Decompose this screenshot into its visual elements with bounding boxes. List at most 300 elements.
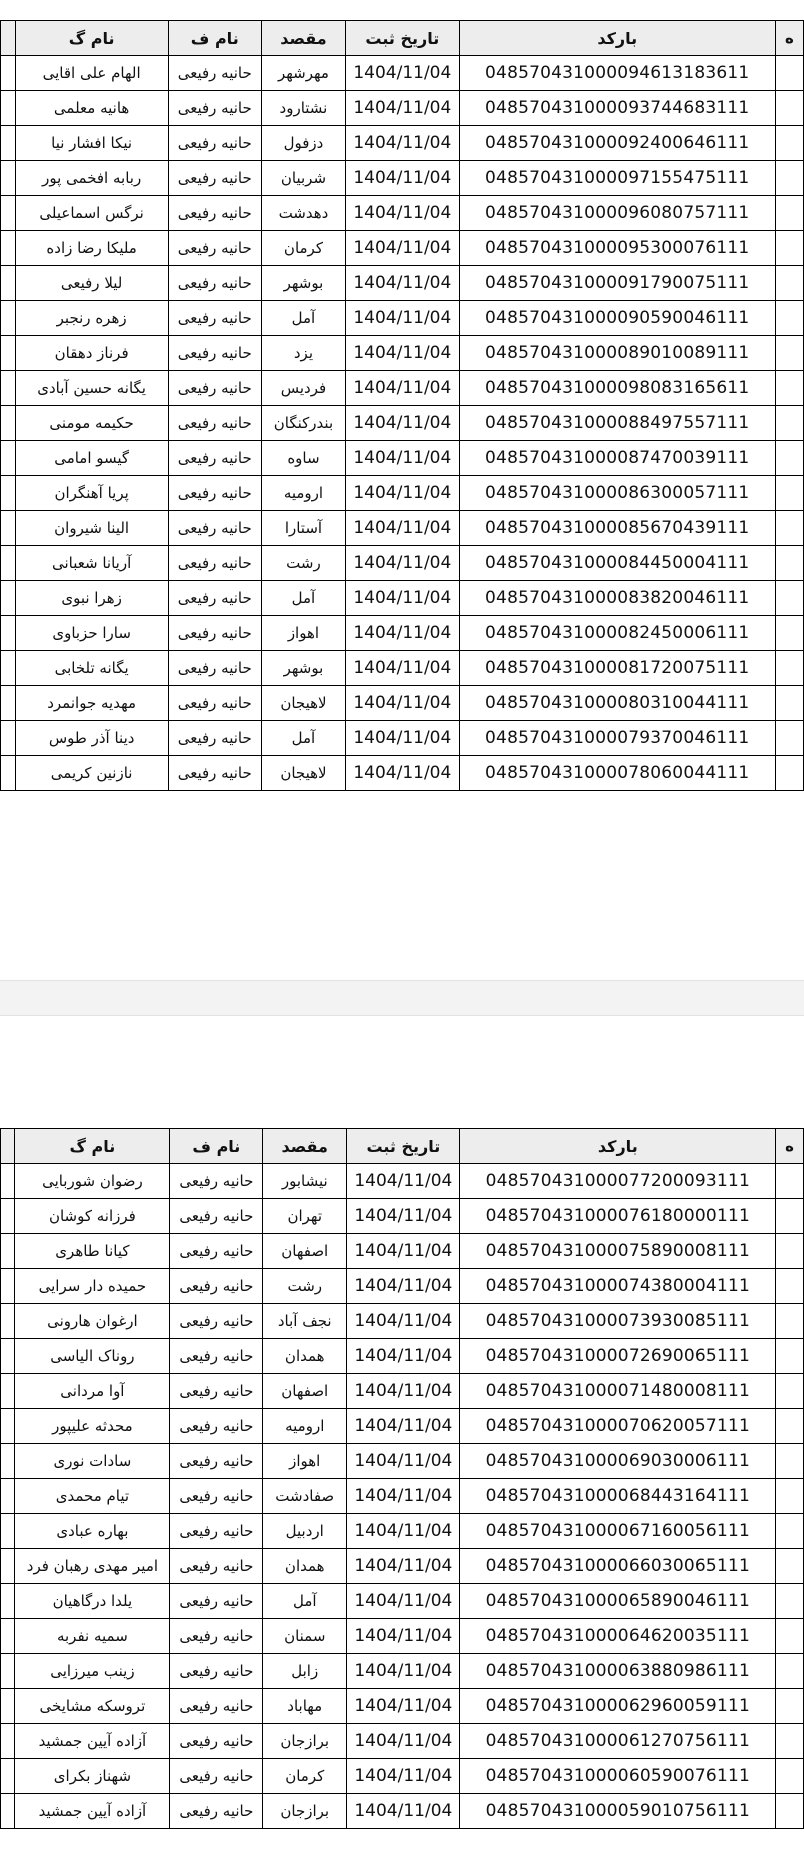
cell-destination: کرمان (261, 231, 345, 266)
cell-barcode: 048570431000096080757111 (459, 196, 775, 231)
cell-first-name: حانیه رفیعی (168, 476, 261, 511)
cell-barcode: 048570431000073930085111 (460, 1304, 776, 1339)
cell-last-name: تروسکه مشایخی (15, 1689, 170, 1724)
cell-barcode: 048570431000090590046111 (459, 301, 775, 336)
table-row (1, 1234, 804, 1269)
table-row (1, 161, 804, 196)
cell-destination: نیشابور (263, 1164, 347, 1199)
cell-edge-left (1, 1689, 15, 1724)
cell-destination: اهواز (263, 1444, 347, 1479)
cell-last-name: فرناز دهقان (15, 336, 168, 371)
cell-registration-date: 1404/11/04 (346, 546, 459, 581)
cell-edge-left (1, 266, 16, 301)
cell-first-name: حانیه رفیعی (168, 686, 261, 721)
cell-first-name: حانیه رفیعی (168, 546, 261, 581)
cell-edge-right (775, 721, 803, 756)
cell-registration-date: 1404/11/04 (346, 651, 459, 686)
cell-last-name: فرزانه کوشان (15, 1199, 170, 1234)
cell-destination: لاهیجان (261, 686, 345, 721)
cell-registration-date: 1404/11/04 (347, 1444, 460, 1479)
cell-edge-left (1, 406, 16, 441)
cell-destination: صفادشت (263, 1479, 347, 1514)
cell-registration-date: 1404/11/04 (346, 616, 459, 651)
table-row (1, 1549, 804, 1584)
cell-destination: رشت (263, 1269, 347, 1304)
cell-barcode: 048570431000078060044111 (459, 756, 775, 791)
cell-registration-date: 1404/11/04 (347, 1269, 460, 1304)
cell-barcode: 048570431000068443164111 (460, 1479, 776, 1514)
cell-last-name: زهرا نبوی (15, 581, 168, 616)
cell-destination: کرمان (263, 1759, 347, 1794)
table-row (1, 441, 804, 476)
cell-edge-left (1, 371, 16, 406)
table-row (1, 616, 804, 651)
cell-barcode: 048570431000089010089111 (459, 336, 775, 371)
header-barcode: بارکد (459, 21, 775, 56)
cell-barcode: 048570431000091790075111 (459, 266, 775, 301)
cell-first-name: حانیه رفیعی (170, 1444, 263, 1479)
cell-last-name: ربابه افخمی پور (15, 161, 168, 196)
cell-edge-right (775, 126, 803, 161)
table-header-row (1, 1129, 804, 1164)
cell-barcode: 048570431000071480008111 (460, 1374, 776, 1409)
cell-barcode: 048570431000065890046111 (460, 1584, 776, 1619)
cell-edge-left (1, 196, 16, 231)
cell-edge-right (775, 161, 803, 196)
cell-edge-left (1, 1444, 15, 1479)
cell-edge-right (776, 1479, 804, 1514)
print-page-2 (0, 1128, 804, 1829)
table-row (1, 1374, 804, 1409)
cell-registration-date: 1404/11/04 (346, 126, 459, 161)
cell-last-name: ارغوان هارونی (15, 1304, 170, 1339)
cell-registration-date: 1404/11/04 (346, 231, 459, 266)
table-row (1, 581, 804, 616)
cell-destination: یزد (261, 336, 345, 371)
cell-edge-left (1, 1724, 15, 1759)
cell-first-name: حانیه رفیعی (170, 1164, 263, 1199)
table-row (1, 1514, 804, 1549)
cell-edge-right (775, 196, 803, 231)
cell-edge-right (776, 1689, 804, 1724)
table-row (1, 651, 804, 686)
cell-destination: آمل (263, 1584, 347, 1619)
cell-first-name: حانیه رفیعی (170, 1759, 263, 1794)
cell-last-name: الهام علی اقایی (15, 56, 168, 91)
cell-last-name: مهدیه جوانمرد (15, 686, 168, 721)
cell-edge-right (775, 406, 803, 441)
header-edge-right: ه (775, 21, 803, 56)
cell-last-name: گیسو امامی (15, 441, 168, 476)
cell-last-name: امیر مهدی رهبان فرد (15, 1549, 170, 1584)
cell-destination: لاهیجان (261, 756, 345, 791)
table-row (1, 1584, 804, 1619)
cell-edge-left (1, 511, 16, 546)
table-header-row (1, 21, 804, 56)
cell-barcode: 048570431000072690065111 (460, 1339, 776, 1374)
cell-edge-left (1, 1654, 15, 1689)
cell-last-name: آوا مردانی (15, 1374, 170, 1409)
cell-barcode: 048570431000081720075111 (459, 651, 775, 686)
cell-destination: ارومیه (263, 1409, 347, 1444)
cell-edge-left (1, 1584, 15, 1619)
cell-registration-date: 1404/11/04 (346, 441, 459, 476)
cell-registration-date: 1404/11/04 (346, 406, 459, 441)
cell-registration-date: 1404/11/04 (347, 1374, 460, 1409)
cell-destination: ساوه (261, 441, 345, 476)
header-edge-right: ه (776, 1129, 804, 1164)
cell-registration-date: 1404/11/04 (347, 1339, 460, 1374)
cell-registration-date: 1404/11/04 (347, 1759, 460, 1794)
table-row (1, 91, 804, 126)
cell-edge-right (775, 266, 803, 301)
cell-first-name: حانیه رفیعی (168, 406, 261, 441)
header-edge-left (1, 1129, 15, 1164)
cell-barcode: 048570431000086300057111 (459, 476, 775, 511)
cell-barcode: 048570431000093744683111 (459, 91, 775, 126)
cell-first-name: حانیه رفیعی (168, 231, 261, 266)
cell-edge-right (776, 1794, 804, 1829)
cell-destination: شربیان (261, 161, 345, 196)
cell-edge-left (1, 1374, 15, 1409)
cell-first-name: حانیه رفیعی (168, 371, 261, 406)
table-row (1, 1794, 804, 1829)
cell-barcode: 048570431000080310044111 (459, 686, 775, 721)
cell-registration-date: 1404/11/04 (346, 161, 459, 196)
cell-barcode: 048570431000074380004111 (460, 1269, 776, 1304)
cell-destination: دهدشت (261, 196, 345, 231)
cell-last-name: رضوان شوربایی (15, 1164, 170, 1199)
cell-destination: آستارا (261, 511, 345, 546)
cell-barcode: 048570431000076180000111 (460, 1199, 776, 1234)
cell-destination: زابل (263, 1654, 347, 1689)
cell-first-name: حانیه رفیعی (170, 1339, 263, 1374)
cell-edge-left (1, 56, 16, 91)
cell-destination: همدان (263, 1549, 347, 1584)
cell-last-name: الینا شیروان (15, 511, 168, 546)
table-row (1, 721, 804, 756)
cell-edge-left (1, 1339, 15, 1374)
cell-barcode: 048570431000063880986111 (460, 1654, 776, 1689)
cell-registration-date: 1404/11/04 (346, 196, 459, 231)
cell-destination: بوشهر (261, 266, 345, 301)
cell-registration-date: 1404/11/04 (346, 336, 459, 371)
cell-edge-right (775, 56, 803, 91)
header-first-name: نام ف (170, 1129, 263, 1164)
cell-edge-right (775, 651, 803, 686)
cell-edge-right (776, 1199, 804, 1234)
cell-first-name: حانیه رفیعی (168, 161, 261, 196)
table-row (1, 1479, 804, 1514)
cell-destination: مهرشهر (261, 56, 345, 91)
table-row (1, 1689, 804, 1724)
table-row (1, 1654, 804, 1689)
cell-edge-right (776, 1339, 804, 1374)
cell-edge-right (776, 1164, 804, 1199)
table-row (1, 476, 804, 511)
cell-last-name: یلدا درگاهیان (15, 1584, 170, 1619)
cell-edge-left (1, 336, 16, 371)
table-row (1, 266, 804, 301)
cell-first-name: حانیه رفیعی (170, 1584, 263, 1619)
cell-barcode: 048570431000087470039111 (459, 441, 775, 476)
cell-last-name: نازنین کریمی (15, 756, 168, 791)
cell-last-name: دینا آذر طوس (15, 721, 168, 756)
cell-registration-date: 1404/11/04 (346, 371, 459, 406)
cell-first-name: حانیه رفیعی (170, 1689, 263, 1724)
cell-last-name: هانیه معلمی (15, 91, 168, 126)
cell-last-name: آریانا شعبانی (15, 546, 168, 581)
cell-edge-right (775, 511, 803, 546)
cell-registration-date: 1404/11/04 (346, 91, 459, 126)
cell-barcode: 048570431000082450006111 (459, 616, 775, 651)
cell-registration-date: 1404/11/04 (346, 756, 459, 791)
cell-edge-right (775, 476, 803, 511)
cell-destination: بوشهر (261, 651, 345, 686)
cell-destination: تهران (263, 1199, 347, 1234)
cell-edge-left (1, 581, 16, 616)
cell-edge-right (776, 1584, 804, 1619)
cell-edge-right (776, 1304, 804, 1339)
cell-edge-left (1, 651, 16, 686)
cell-first-name: حانیه رفیعی (168, 721, 261, 756)
cell-edge-right (776, 1444, 804, 1479)
cell-first-name: حانیه رفیعی (168, 616, 261, 651)
cell-last-name: پریا آهنگران (15, 476, 168, 511)
cell-last-name: حکیمه مومنی (15, 406, 168, 441)
cell-edge-right (775, 616, 803, 651)
cell-barcode: 048570431000083820046111 (459, 581, 775, 616)
header-edge-left (1, 21, 16, 56)
header-destination: مقصد (261, 21, 345, 56)
cell-last-name: زینب میرزایی (15, 1654, 170, 1689)
cell-destination: برازجان (263, 1724, 347, 1759)
cell-barcode: 048570431000069030006111 (460, 1444, 776, 1479)
cell-edge-right (776, 1654, 804, 1689)
cell-registration-date: 1404/11/04 (346, 266, 459, 301)
cell-edge-left (1, 1619, 15, 1654)
cell-first-name: حانیه رفیعی (168, 56, 261, 91)
cell-first-name: حانیه رفیعی (168, 301, 261, 336)
header-registration-date: تاریخ ثبت (346, 21, 459, 56)
cell-last-name: شهناز بکرای (15, 1759, 170, 1794)
cell-barcode: 048570431000067160056111 (460, 1514, 776, 1549)
cell-destination: اردبیل (263, 1514, 347, 1549)
table-row (1, 1759, 804, 1794)
cell-first-name: حانیه رفیعی (168, 441, 261, 476)
cell-edge-left (1, 1304, 15, 1339)
table-row (1, 1304, 804, 1339)
cell-edge-right (776, 1759, 804, 1794)
cell-first-name: حانیه رفیعی (170, 1269, 263, 1304)
cell-edge-right (775, 301, 803, 336)
header-last-name: نام گ (15, 1129, 170, 1164)
cell-edge-right (776, 1374, 804, 1409)
cell-edge-right (775, 756, 803, 791)
cell-destination: آمل (261, 301, 345, 336)
cell-registration-date: 1404/11/04 (347, 1304, 460, 1339)
table-row (1, 371, 804, 406)
cell-last-name: لیلا رفیعی (15, 266, 168, 301)
cell-edge-right (775, 686, 803, 721)
cell-barcode: 048570431000095300076111 (459, 231, 775, 266)
cell-edge-right (776, 1514, 804, 1549)
cell-edge-left (1, 1549, 15, 1584)
table-row (1, 686, 804, 721)
cell-registration-date: 1404/11/04 (347, 1619, 460, 1654)
cell-destination: فردیس (261, 371, 345, 406)
cell-registration-date: 1404/11/04 (347, 1549, 460, 1584)
cell-barcode: 048570431000062960059111 (460, 1689, 776, 1724)
table-row (1, 546, 804, 581)
cell-edge-left (1, 91, 16, 126)
table-row (1, 56, 804, 91)
cell-registration-date: 1404/11/04 (347, 1584, 460, 1619)
cell-registration-date: 1404/11/04 (347, 1199, 460, 1234)
table-row (1, 1339, 804, 1374)
cell-first-name: حانیه رفیعی (170, 1374, 263, 1409)
cell-edge-left (1, 616, 16, 651)
cell-destination: مهاباد (263, 1689, 347, 1724)
table-row (1, 756, 804, 791)
cell-first-name: حانیه رفیعی (168, 581, 261, 616)
table-row (1, 336, 804, 371)
cell-destination: نجف آباد (263, 1304, 347, 1339)
shipment-table-1 (0, 20, 804, 791)
cell-last-name: یگانه حسین آبادی (15, 371, 168, 406)
cell-edge-left (1, 1269, 15, 1304)
cell-edge-left (1, 721, 16, 756)
cell-first-name: حانیه رفیعی (170, 1234, 263, 1269)
cell-barcode: 048570431000061270756111 (460, 1724, 776, 1759)
cell-edge-left (1, 441, 16, 476)
cell-destination: آمل (261, 721, 345, 756)
cell-barcode: 048570431000097155475111 (459, 161, 775, 196)
cell-last-name: کیانا طاهری (15, 1234, 170, 1269)
cell-destination: نشتارود (261, 91, 345, 126)
cell-edge-right (776, 1269, 804, 1304)
cell-barcode: 048570431000077200093111 (460, 1164, 776, 1199)
cell-destination: همدان (263, 1339, 347, 1374)
header-first-name: نام ف (168, 21, 261, 56)
cell-barcode: 048570431000060590076111 (460, 1759, 776, 1794)
table-row (1, 406, 804, 441)
cell-edge-left (1, 756, 16, 791)
cell-last-name: زهره رنجبر (15, 301, 168, 336)
cell-edge-right (775, 441, 803, 476)
table-row (1, 1409, 804, 1444)
cell-first-name: حانیه رفیعی (170, 1724, 263, 1759)
cell-destination: اهواز (261, 616, 345, 651)
cell-destination: سمنان (263, 1619, 347, 1654)
header-destination: مقصد (263, 1129, 347, 1164)
cell-edge-left (1, 686, 16, 721)
cell-edge-left (1, 476, 16, 511)
table-row (1, 1199, 804, 1234)
cell-edge-left (1, 161, 16, 196)
cell-edge-left (1, 1794, 15, 1829)
cell-last-name: تیام محمدی (15, 1479, 170, 1514)
cell-first-name: حانیه رفیعی (170, 1409, 263, 1444)
cell-first-name: حانیه رفیعی (170, 1479, 263, 1514)
cell-registration-date: 1404/11/04 (347, 1409, 460, 1444)
table-row (1, 126, 804, 161)
cell-edge-left (1, 126, 16, 161)
cell-first-name: حانیه رفیعی (170, 1199, 263, 1234)
cell-destination: رشت (261, 546, 345, 581)
cell-registration-date: 1404/11/04 (347, 1164, 460, 1199)
cell-first-name: حانیه رفیعی (168, 756, 261, 791)
cell-edge-right (775, 546, 803, 581)
cell-last-name: سمیه نفربه (15, 1619, 170, 1654)
cell-barcode: 048570431000094613183611 (459, 56, 775, 91)
cell-last-name: نیکا افشار نیا (15, 126, 168, 161)
cell-first-name: حانیه رفیعی (168, 511, 261, 546)
table-row (1, 196, 804, 231)
cell-last-name: روناک الیاسی (15, 1339, 170, 1374)
table-row (1, 1724, 804, 1759)
cell-last-name: محدثه علیپور (15, 1409, 170, 1444)
cell-barcode: 048570431000085670439111 (459, 511, 775, 546)
cell-registration-date: 1404/11/04 (346, 476, 459, 511)
table-row (1, 1444, 804, 1479)
cell-registration-date: 1404/11/04 (346, 581, 459, 616)
cell-edge-right (776, 1234, 804, 1269)
cell-barcode: 048570431000092400646111 (459, 126, 775, 161)
cell-barcode: 048570431000070620057111 (460, 1409, 776, 1444)
table-row (1, 1164, 804, 1199)
cell-barcode: 048570431000059010756111 (460, 1794, 776, 1829)
table-row (1, 511, 804, 546)
cell-last-name: یگانه تلخابی (15, 651, 168, 686)
table-row (1, 1619, 804, 1654)
cell-last-name: نرگس اسماعیلی (15, 196, 168, 231)
cell-edge-left (1, 301, 16, 336)
cell-last-name: حمیده دار سرایی (15, 1269, 170, 1304)
print-page-1 (0, 20, 804, 791)
cell-edge-right (776, 1549, 804, 1584)
cell-last-name: ملیکا رضا زاده (15, 231, 168, 266)
cell-destination: اصفهان (263, 1234, 347, 1269)
cell-barcode: 048570431000075890008111 (460, 1234, 776, 1269)
cell-barcode: 048570431000098083165611 (459, 371, 775, 406)
cell-first-name: حانیه رفیعی (170, 1794, 263, 1829)
cell-edge-left (1, 1409, 15, 1444)
cell-first-name: حانیه رفیعی (168, 196, 261, 231)
cell-last-name: سادات نوری (15, 1444, 170, 1479)
header-barcode: بارکد (460, 1129, 776, 1164)
cell-destination: بندرکنگان (261, 406, 345, 441)
cell-first-name: حانیه رفیعی (170, 1549, 263, 1584)
cell-first-name: حانیه رفیعی (168, 126, 261, 161)
cell-destination: ارومیه (261, 476, 345, 511)
cell-edge-right (776, 1409, 804, 1444)
cell-edge-left (1, 231, 16, 266)
cell-registration-date: 1404/11/04 (346, 301, 459, 336)
page-break-divider (0, 980, 804, 1016)
cell-edge-left (1, 1199, 15, 1234)
cell-edge-left (1, 546, 16, 581)
cell-destination: برازجان (263, 1794, 347, 1829)
cell-barcode: 048570431000088497557111 (459, 406, 775, 441)
cell-edge-right (775, 581, 803, 616)
cell-destination: دزفول (261, 126, 345, 161)
cell-registration-date: 1404/11/04 (347, 1479, 460, 1514)
cell-registration-date: 1404/11/04 (347, 1514, 460, 1549)
cell-last-name: آزاده آیین جمشید (15, 1724, 170, 1759)
cell-registration-date: 1404/11/04 (347, 1794, 460, 1829)
cell-registration-date: 1404/11/04 (346, 56, 459, 91)
